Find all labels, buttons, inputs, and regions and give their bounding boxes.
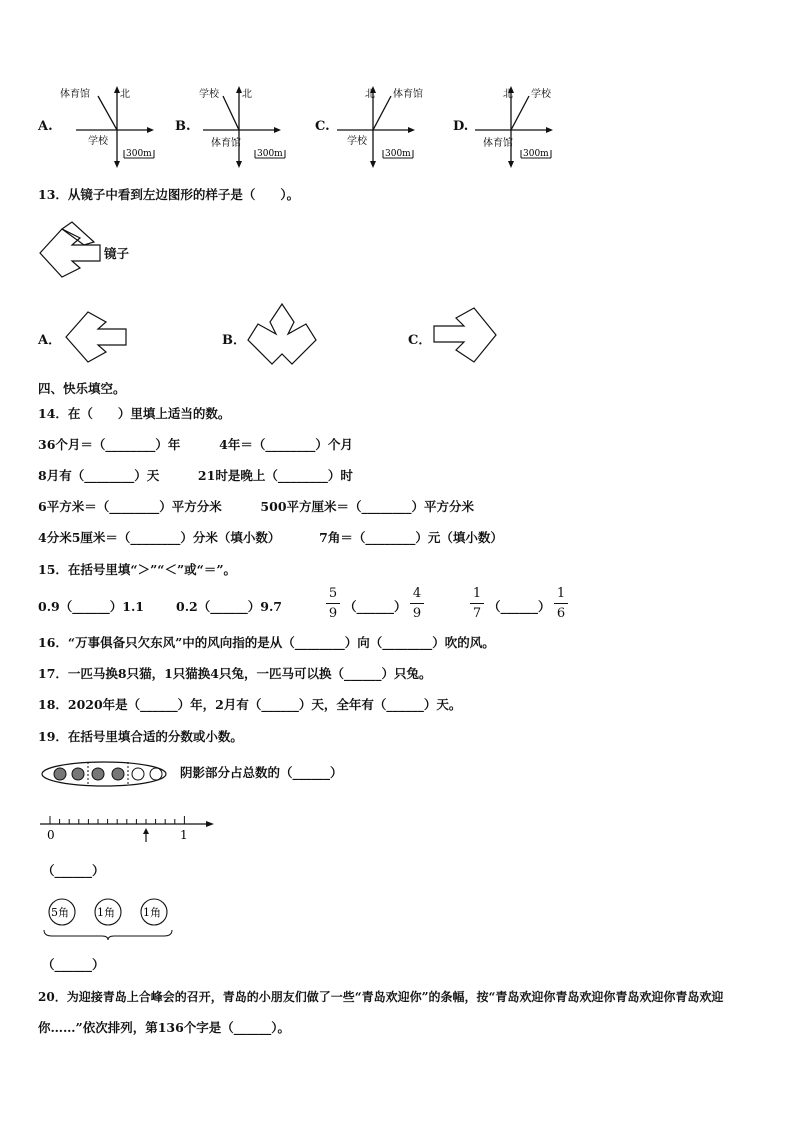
shaded-circles-figure: [40, 760, 172, 788]
q13-text: 13．从镜子中看到左边图形的样子是（ ）。: [38, 187, 300, 202]
q19-shade-text: 阴影部分占总数的（______）: [180, 765, 343, 780]
gym-label: 体育馆: [483, 138, 513, 149]
q17-text: 17．一匹马换8只猫，1只猫换4只兔，一匹马可以换（______）只兔。: [38, 666, 432, 681]
q14-row2a: 8月有（________）天: [38, 468, 160, 483]
scale-label: 300m: [385, 149, 411, 159]
number-line-ticks: [50, 816, 184, 824]
q14-title: 14．在（ ）里填上适当的数。: [38, 406, 231, 421]
q19-blank2: （______）: [42, 863, 105, 878]
q14-row4a: 4分米5厘米＝（________）分米（填小数）: [38, 530, 281, 545]
north-label: 北: [503, 89, 513, 100]
q20-line2: 你……”依次排列，第136个字是（______）。: [38, 1020, 291, 1035]
q13-option-c-shape: [430, 300, 500, 370]
coin-1-label: 5角: [51, 906, 69, 919]
gym-label: 体育馆: [393, 89, 423, 100]
q16-text: 16．“万事俱备只欠东风”中的风向指的是从（________）向（________）吹的风。: [38, 635, 495, 650]
compass-diagram-a: [58, 84, 158, 170]
north-label: 北: [242, 89, 252, 100]
compass-diagram-d: [473, 84, 573, 170]
mirror-label: 镜子: [104, 246, 130, 261]
q15-blank3: （______）: [344, 599, 407, 614]
fraction-1-7: 1 7: [470, 586, 484, 621]
q20-line1: 20．为迎接青岛上合峰会的召开，青岛的小朋友们做了一些“青岛欢迎你”的条幅，按“青岛欢迎你青岛欢迎你青岛欢迎你青岛欢迎: [38, 990, 724, 1004]
q14-row3a: 6平方米＝（________）平方分米: [38, 499, 222, 514]
compass-diagram-c: [335, 84, 435, 170]
coin-2-label: 1角: [97, 906, 115, 919]
q13-option-b-shape: [244, 300, 320, 370]
school-label: 学校: [88, 136, 108, 147]
q15-title: 15．在括号里填“＞”“＜”或“＝”。: [38, 562, 237, 577]
scale-label: 300m: [257, 149, 283, 159]
q13-option-b-label: B．: [222, 333, 246, 348]
q14-row1: [38, 436, 353, 454]
scale-label: 300m: [523, 149, 549, 159]
q15-blank4: （______）: [488, 599, 551, 614]
q14-row2b: 21时是晚上（________）时: [197, 468, 353, 483]
north-label: 北: [120, 89, 130, 100]
q18-text: 18．2020年是（______）年，2月有（______）天，全年有（______）天。: [38, 697, 462, 712]
school-label: 学校: [347, 136, 367, 147]
q15-item2: 0.2（______）9.7: [176, 599, 282, 614]
q19-blank3: （______）: [42, 957, 105, 972]
fraction-5-9: 5 9: [326, 586, 340, 621]
q13-option-a-label: A．: [38, 333, 62, 348]
option-c-label: C.: [315, 119, 330, 134]
north-label: 北: [365, 89, 375, 100]
section-4-heading: 四、快乐填空。: [38, 381, 126, 396]
q14-row4b: 7角＝（________）元（填小数）: [319, 530, 503, 545]
school-label: 学校: [199, 89, 219, 100]
compass-diagram-b: [195, 84, 295, 170]
option-b-label: B.: [175, 119, 191, 134]
option-d-label: D.: [453, 119, 469, 134]
q14-row1b: 4年＝（________）个月: [219, 437, 353, 452]
school-label: 学校: [531, 89, 551, 100]
axis-zero-label: 0: [47, 828, 55, 842]
q14-row3b: 500平方厘米＝（________）平方分米: [260, 499, 475, 514]
scale-label: 300m: [126, 149, 152, 159]
q14-row3: [38, 498, 474, 516]
q14-row1a: 36个月＝（________）年: [38, 437, 181, 452]
fraction-4-9: 4 9: [410, 586, 424, 621]
coin-3-label: 1角: [143, 906, 161, 919]
fraction-1-6: 1 6: [554, 586, 568, 621]
q13-option-c-label: C．: [408, 333, 432, 348]
number-line: [38, 812, 218, 846]
gym-label: 体育馆: [211, 138, 241, 149]
q14-row2: [38, 467, 353, 485]
coins-figure: [40, 896, 180, 942]
option-a-label: A.: [38, 119, 53, 134]
q14-row4: [38, 529, 503, 547]
q15-item1: 0.9（______）1.1: [38, 599, 144, 614]
q13-option-a-shape: [62, 304, 132, 370]
q19-title: 19．在括号里填合适的分数或小数。: [38, 729, 243, 744]
axis-one-label: 1: [180, 828, 188, 842]
gym-label: 体育馆: [60, 89, 90, 100]
